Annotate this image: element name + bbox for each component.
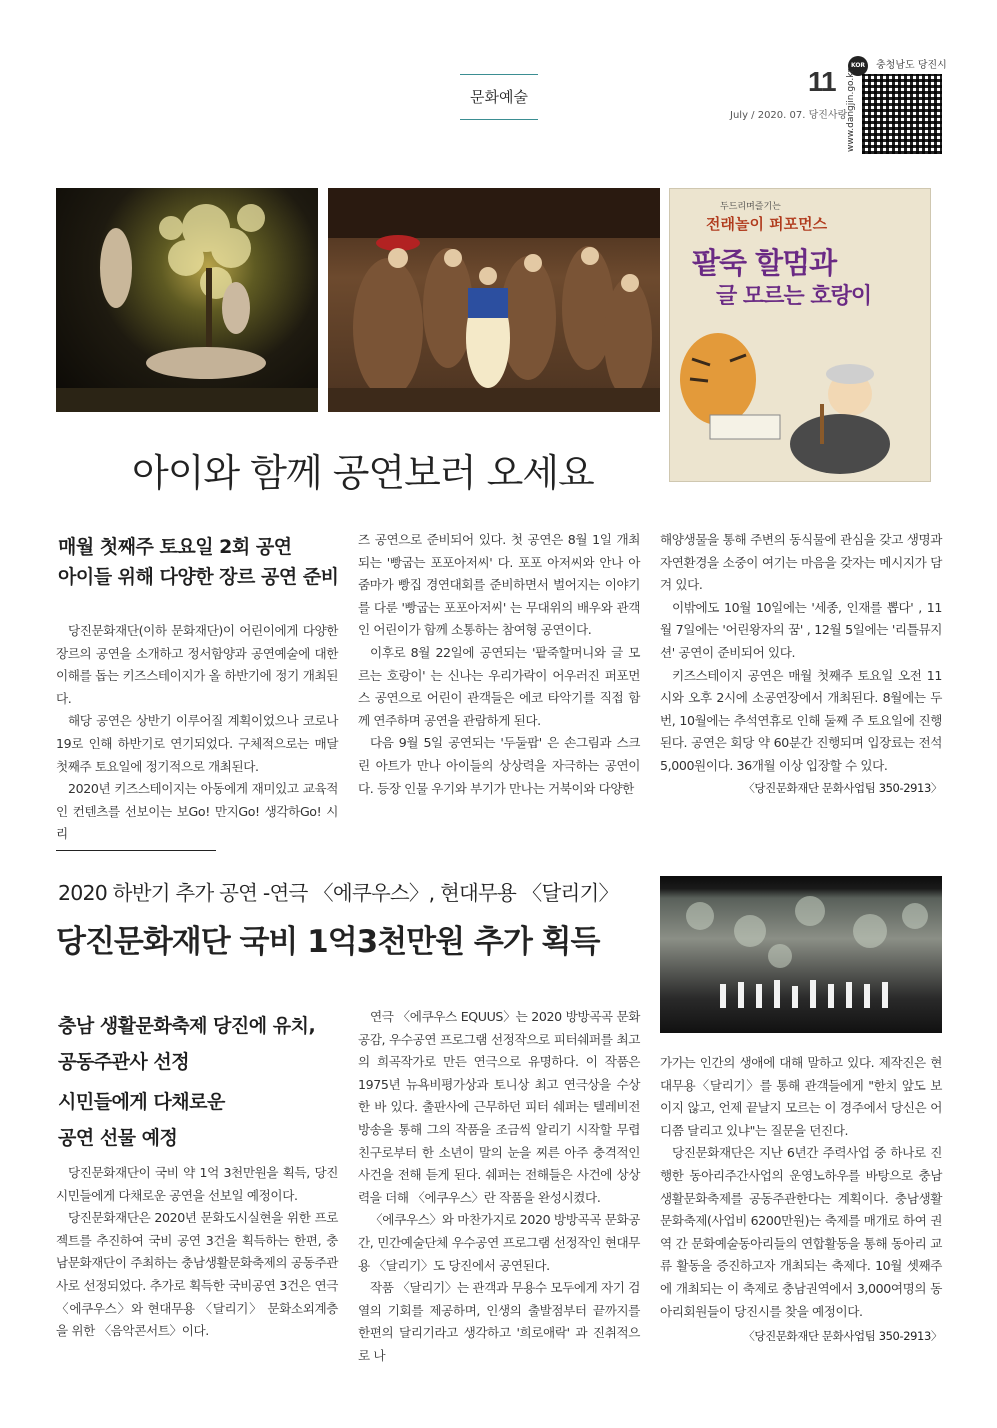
article1-column-1: 당진문화재단(이하 문화재단)이 어린이에게 다양한 장르의 공연을 소개하고 정서함양과 공연예술에 대한 이해를 돕는 키즈스테이지가 올 하반기에 정기 개최된다. 해당 공연은 상반기 이루어질 계획이었으나 코로나19로 인해 하반기로 연기되었다. 구체적으로는 매달 첫째주 토요일에 정기적으로 개최된다. 2020년 키즈스테이지는 아동에게 재미있고 교육적인 컨텐츠를 선보이는 보Go! 만지Go! 생각하Go! 시리 — [56, 623, 338, 842]
issue-date: July / 2020. 07. 당진사랑 — [730, 110, 848, 121]
stage-photo-cast — [328, 188, 660, 412]
article2-subhead: 충남 생활문화축제 당진에 유치, 공동주관사 선정 시민들에게 다채로운 공연 선물 예정 — [58, 1015, 316, 1149]
poster-small-label: 두드리며즐기는 — [720, 202, 781, 212]
section-tag: 문화예술 — [460, 74, 538, 120]
article2-column-1: 당진문화재단이 국비 약 1억 3천만원을 획득, 당진 시민들에게 다채로운 공연을 선보일 예정이다. 당진문화재단은 2020년 문화도시실현을 위한 프로젝트를 추진하여 국비 공연 3건을 획득하는 한편, 충남문화재단이 주최하는 충남생활문화축제의 공동주관사로 선정되었다. 추가로 획득한 국비공연 3건은 연극 〈에쿠우스〉와 현대무용 〈달리기〉 문화소외계층을 위한 〈음악콘서트〉이다. — [56, 1165, 338, 1339]
stage-photo-tree — [56, 188, 318, 412]
poster-title: 전래놀이 퍼포먼스 — [706, 215, 828, 233]
article2-credit: 〈당진문화재단 문화사업팀 350-2913〉 — [743, 1329, 942, 1343]
dance-stage-photo — [660, 876, 942, 1033]
article2-column-3: 가가는 인간의 생애에 대해 말하고 있다. 제작진은 현대무용〈달리기〉를 통해 관객들에게 "한치 앞도 보이지 않고, 언제 끝날지 모르는 이 경주에서 당신은 어디쯤 달리고 있냐"는 질문을 던진다. 당진문화재단은 지난 6년간 주력사업 중 하나로 진행한 동아리주간사업의 운영노하우를 바탕으로 충남생활문화축제를 공동주관한다는 계획이다. 충남생활문화축제(사업비 6200만원)는 축제를 매개로 하여 권역 간 문화예술동아리들의 연합활동을 통해 동아리 교류 활동을 증진하고자 개최되는 축제다. 10월 셋째주에 개최되는 이 축제로 충남권역에서 3,000여명의 동아리회원들이 당진시를 찾을 예정이다. — [660, 1055, 942, 1319]
poster-main-1: 팥죽 할멈과 — [692, 246, 837, 280]
article1-credit: 〈당진문화재단 문화사업팀 350-2913〉 — [743, 781, 942, 795]
region-name: 충청남도 당진시 — [876, 60, 947, 71]
website-url: www.dangjin.go.kr — [846, 68, 856, 152]
qr-code[interactable] — [862, 74, 942, 154]
article1-column-3: 해양생물을 통해 주변의 동식물에 관심을 갖고 생명과 자연환경을 소중이 여기는 마음을 갖자는 메시지가 담겨 있다. 이밖에도 10월 10일에는 '세종, 인재를 뽑다' , 11월 7일에는 '어린왕자의 꿈' , 12월 5일에는 '리틀뮤지션' 공연이 준비되어 있다. 키즈스테이지 공연은 매월 첫째주 토요일 오전 11시와 오후 2시에 소공연장에서 개최된다. 8월에는 두번, 10월에는 추석연휴로 인해 둘째 주 토요일에 진행된다. 공연은 회당 약 60분간 진행되며 입장료는 전석 5,000원이다. 36개월 이상 입장할 수 있다. — [660, 532, 942, 773]
kids-stage-poster — [669, 188, 931, 482]
kor-badge: KOR — [848, 56, 868, 76]
divider — [56, 850, 216, 851]
article2-kicker: 2020 하반기 추가 공연 -연극 〈에쿠우스〉, 현대무용 〈달리기〉 — [58, 881, 619, 905]
article1-column-2: 즈 공연으로 준비되어 있다. 첫 공연은 8월 1일 개최되는 '빵굽는 포포아저씨' 다. 포포 아저씨와 안나 아줌마가 빵집 경연대회를 준비하면서 벌어지는 이야기를 다룬 '빵굽는 포포아저씨' 는 무대위의 배우와 관객인 어린이가 함께 소통하는 참여형 공연이다. 이후로 8월 22일에 공연되는 '팥죽할머니와 글 모르는 호랑이' 는 신나는 우리가락이 어우러진 퍼포먼스 공연으로 어린이 관객들은 에코 타악기를 직접 함께 연주하며 공연을 관람하게 된다. 다음 9월 5일 공연되는 '두둘팝' 은 손그림과 스크린 아트가 만나 아이들의 상상력을 자극하는 공연이다. 등장 인물 우기와 부기가 만나는 거북이와 다양한 — [358, 532, 640, 796]
article2-column-2: 연극 〈에쿠우스 EQUUS〉는 2020 방방곡곡 문화공감, 우수공연 프로그램 선정작으로 피터쉐퍼를 최고의 희곡작가로 만든 연극으로 유명하다. 이 작품은 1975년 뉴욕비평가상과 토니상 최고 연극상을 수상한 바 있다. 출판사에 근무하던 피터 쉐퍼는 텔레비전 방송을 통해 그의 작품을 조금씩 알리기 시작할 무렵 친구로부터 한 소년이 말의 눈을 찌른 아주 충격적인 사건을 전해 듣게 된다. 쉐퍼는 전해들은 사건에 상상력을 더해 〈에쿠우스〉란 작품을 완성시켰다. 〈에쿠우스〉와 마찬가지로 2020 방방곡곡 문화공간, 민간예술단체 우수공연 프로그램 선정작인 현대무용 〈달리기〉도 당진에서 공연된다. 작품 〈달리기〉는 관객과 무용수 모두에게 자기 검열의 기회를 제공하며, 인생의 출발점부터 끝까지를 한편의 달리기라고 생각하고 '희로애락' 과 진취적으로 나 — [358, 1009, 640, 1363]
article1-subhead: 매월 첫째주 토요일 2회 공연 아이들 위해 다양한 장르 공연 준비 — [58, 536, 339, 588]
article2-headline: 당진문화재단 국비 1억3천만원 추가 획득 — [56, 924, 600, 960]
article1-headline: 아이와 함께 공연보러 오세요 — [132, 451, 594, 495]
poster-main-2: 글 모르는 호랑이 — [716, 284, 872, 309]
page-number: 11 — [808, 66, 836, 97]
